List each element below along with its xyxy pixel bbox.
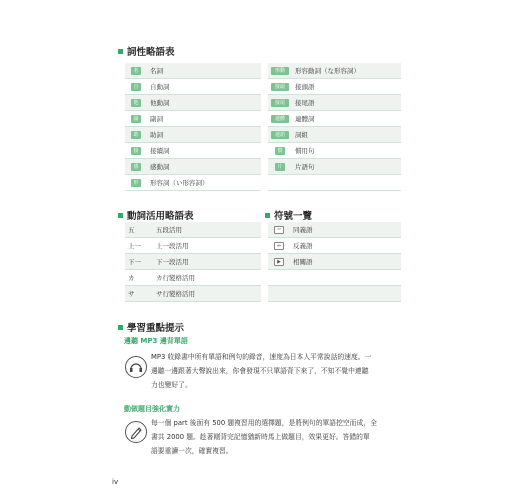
symbol-row-abbrev-icon: ▶ <box>274 258 284 266</box>
pos-table-left <box>125 63 261 191</box>
verb-row-marker-cell: 下一 <box>125 254 153 270</box>
pos-row-abbrev-icon: 形 <box>131 179 141 187</box>
pos-row-label: 慣用句 <box>292 143 401 159</box>
pos-row-marker-cell <box>268 127 292 143</box>
pos-row-abbrev-icon: 慣 <box>275 147 285 155</box>
pos-row-label: 名詞 <box>147 63 261 79</box>
pos-row-marker-cell <box>268 175 292 191</box>
symbol-row-abbrev-icon: ⇔ <box>274 242 284 250</box>
practice-heading: 動做題目強化實力 <box>124 405 180 413</box>
pos-row-label: 他動詞 <box>147 95 261 111</box>
pos-row-marker-cell <box>268 79 292 95</box>
pos-row-marker-cell <box>125 79 147 95</box>
verb-row-marker-cell: 五 <box>125 222 153 238</box>
section-title-pos-text: 詞性略語表 <box>127 47 175 58</box>
symbol-row <box>268 270 401 286</box>
bullet-square-icon <box>265 213 270 218</box>
pos-row <box>125 159 261 175</box>
verb-row <box>125 222 261 238</box>
pos-row <box>125 127 261 143</box>
symbol-row-marker-cell <box>268 254 290 270</box>
mp3-line: MP3 收錄書中所有單語和例句的錄音，速度為日本人平常說話的速度。一 <box>151 353 372 361</box>
verb-row-label: 五段活用 <box>153 222 261 238</box>
symbol-row <box>268 222 401 238</box>
pos-row-label: 片語句 <box>292 159 401 175</box>
pos-row-marker-cell <box>125 175 147 191</box>
pos-row-label: 助詞 <box>147 127 261 143</box>
verb-row-marker-cell: カ <box>125 270 153 286</box>
pos-row-label <box>292 175 401 191</box>
pos-row-marker-cell <box>268 143 292 159</box>
pos-row-abbrev-icon: 接尾 <box>271 99 289 107</box>
pos-row-label: 接頭語 <box>292 79 401 95</box>
pos-row-marker-cell <box>268 159 292 175</box>
bullet-square-icon <box>118 49 123 54</box>
verb-row <box>125 286 261 302</box>
symbol-row-abbrev-icon: ＝ <box>274 226 284 234</box>
bullet-square-icon <box>118 325 123 330</box>
verb-row-marker-cell: 上一 <box>125 238 153 254</box>
pos-row-abbrev-icon: 助 <box>131 131 141 139</box>
pos-row <box>268 127 401 143</box>
pos-row-abbrev-icon: 他 <box>131 99 141 107</box>
pos-table-right <box>268 63 401 191</box>
bullet-square-icon <box>118 213 123 218</box>
pos-row-abbrev-icon: 自 <box>131 83 141 91</box>
pos-row-marker-cell <box>125 127 147 143</box>
section-title-symbols-text: 符號一覽 <box>274 211 313 222</box>
pos-row-abbrev-icon: 連語 <box>271 131 289 139</box>
symbol-row <box>268 238 401 254</box>
pos-row <box>268 79 401 95</box>
pos-row-marker-cell <box>125 111 147 127</box>
verb-row <box>125 270 261 286</box>
pos-row-marker-cell <box>268 63 292 79</box>
pos-row <box>268 63 401 79</box>
practice-paragraph <box>151 416 403 458</box>
symbol-row <box>268 286 401 302</box>
symbol-row-label <box>290 286 401 302</box>
pos-row-marker-cell <box>125 63 147 79</box>
symbol-row-marker-cell <box>268 286 290 302</box>
symbol-table <box>268 222 401 302</box>
verb-table <box>125 222 261 302</box>
pos-row <box>125 79 261 95</box>
pos-row-label: 副詞 <box>147 111 261 127</box>
pos-row-abbrev-icon: 接 <box>131 147 141 155</box>
pos-row-label: 形容詞（い形容詞） <box>147 175 261 191</box>
verb-row <box>125 238 261 254</box>
practice-line: 語要重讀一次，確實複習。 <box>151 447 233 455</box>
pos-row <box>268 111 401 127</box>
pos-row-marker-cell <box>268 95 292 111</box>
pos-row-label: 形容動詞（な形容詞） <box>292 63 401 79</box>
mp3-line: 力也變好了。 <box>151 381 192 389</box>
pos-row <box>268 175 401 191</box>
pos-row <box>268 159 401 175</box>
practice-line: 書共 2000 題。趁著剛背完記憶猶新時馬上做題目，效果更好。答錯的單 <box>151 433 370 441</box>
pos-row-abbrev-icon: 片 <box>275 163 285 171</box>
verb-row <box>125 254 261 270</box>
page-number: iv <box>112 478 119 486</box>
symbol-row-marker-cell <box>268 238 290 254</box>
pos-row-abbrev-icon: 感 <box>131 163 141 171</box>
section-title-study-text: 學習重點提示 <box>127 323 185 334</box>
pos-row-label: 接尾語 <box>292 95 401 111</box>
mp3-heading: 邊聽 MP3 邊背單語 <box>124 337 188 345</box>
pos-row <box>125 175 261 191</box>
verb-row-label: 下一段活用 <box>153 254 261 270</box>
symbol-row-label: 反義語 <box>290 238 401 254</box>
verb-row-label: 上一段活用 <box>153 238 261 254</box>
symbol-row-label: 相關語 <box>290 254 401 270</box>
pos-row-marker-cell <box>268 111 292 127</box>
section-title-symbols <box>265 208 312 222</box>
pos-row-marker-cell <box>125 95 147 111</box>
symbol-row <box>268 254 401 270</box>
verb-row-label: サ行變格活用 <box>153 286 261 302</box>
pos-row-label: 感動詞 <box>147 159 261 175</box>
section-title-study <box>118 320 184 334</box>
pos-row-label: 詞組 <box>292 127 401 143</box>
verb-row-marker-cell: サ <box>125 286 153 302</box>
mp3-paragraph <box>151 350 403 392</box>
pos-row-marker-cell <box>125 143 147 159</box>
pos-row-abbrev-icon: 接頭 <box>271 83 289 91</box>
pos-row <box>268 95 401 111</box>
symbol-row-label: 同義語 <box>290 222 401 238</box>
symbol-row-marker-cell <box>268 222 290 238</box>
symbol-row-label <box>290 270 401 286</box>
pos-row-label: 接續詞 <box>147 143 261 159</box>
headphones-icon <box>125 356 147 378</box>
section-title-verb-text: 動詞活用略語表 <box>127 211 194 222</box>
mp3-line: 邊聽一邊跟著大聲說出來，你會發現不只單語背下來了，不知不覺中連聽 <box>151 367 369 375</box>
pencil-icon <box>125 421 147 443</box>
pos-row-abbrev-icon: 名 <box>131 67 141 75</box>
pos-row-label: 連體詞 <box>292 111 401 127</box>
pos-row <box>125 111 261 127</box>
pos-row <box>125 63 261 79</box>
pos-row-abbrev-icon: 形動 <box>271 67 289 75</box>
pos-row <box>125 143 261 159</box>
practice-line: 每一個 part 後面有 500 題複習用的選擇題，是將例句的單語挖空而成，全 <box>151 419 377 427</box>
pos-row <box>125 95 261 111</box>
pos-row-abbrev-icon: 副 <box>131 115 141 123</box>
pos-row <box>268 143 401 159</box>
section-title-verb <box>118 208 194 222</box>
section-title-pos <box>118 44 175 58</box>
symbol-row-marker-cell <box>268 270 290 286</box>
verb-row-label: カ行變格活用 <box>153 270 261 286</box>
pos-row-marker-cell <box>125 159 147 175</box>
pos-row-abbrev-icon: 連體 <box>271 115 289 123</box>
pos-row-label: 自動詞 <box>147 79 261 95</box>
